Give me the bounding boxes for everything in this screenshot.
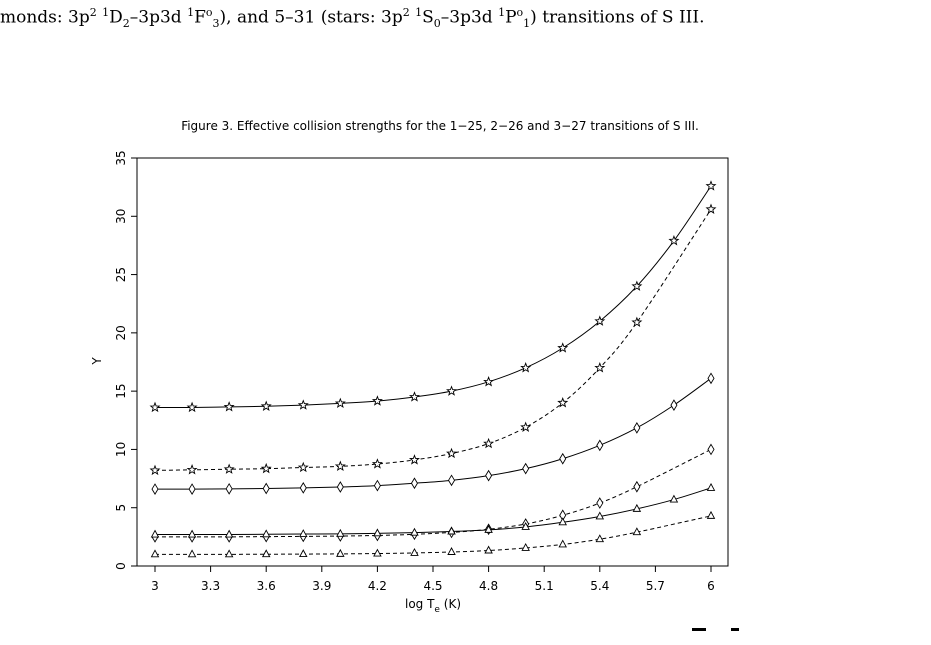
diamond-marker [486,471,492,481]
series-layer [151,181,716,556]
star-marker [151,403,160,411]
diamond-marker [300,483,306,493]
triangle-marker [226,550,233,557]
star-marker [484,377,493,385]
diamond-marker [152,484,158,494]
x-tick-label: 5.4 [590,579,610,593]
y-tick-label: 35 [114,150,128,166]
caption-text: –3p3d [129,7,188,28]
x-tick-label: 5.7 [645,579,665,593]
x-axis [151,566,715,593]
cut-text-mark [731,628,739,631]
star-marker [558,398,567,406]
diamond-marker [708,373,714,383]
star-marker [188,403,197,411]
star-marker [262,402,271,410]
star-marker [521,423,530,431]
caption-text: ), and 5–31 (stars: 3p [219,7,403,28]
diamond-marker [708,444,714,454]
caption-text: S [422,7,434,28]
star-marker [262,464,271,472]
y-axis [114,150,137,569]
triangle-marker [300,530,307,537]
triangle-marker [189,550,196,557]
series-line [155,488,711,535]
star-marker [707,205,716,213]
triangle-marker [411,549,418,556]
triangle-marker [226,531,233,538]
caption-sub: 3 [212,17,220,31]
y-axis-label: Υ [90,357,104,365]
triangle-marker [189,531,196,538]
series-line [155,378,711,489]
diamond-marker [226,484,232,494]
x-tick-label: 4.8 [479,579,499,593]
x-tick-label: 3.9 [312,579,332,593]
x-tick-label: 3.6 [256,579,276,593]
x-tick-label: 3.3 [201,579,221,593]
star-marker [484,439,493,447]
chart-title: Figure 3. Effective collision strengths for the 1−25, 2−26 and 3−27 transitions of S III. [181,119,699,133]
diamond-marker [634,423,640,433]
series-star-solid [151,181,716,411]
y-tick-label: 15 [114,383,128,399]
y-tick-label: 10 [114,441,128,458]
diamond-marker [597,498,603,508]
caption-text: ) transitions of S III. [530,7,705,28]
caption-sup: 1 [102,6,110,19]
caption-sup: 1 [498,6,506,19]
star-marker [447,449,456,457]
y-tick-label: 20 [114,325,128,341]
plot-frame [137,158,728,566]
series-line [155,449,711,536]
star-marker [447,387,456,395]
caption-sup: 2 [402,6,410,19]
star-marker [188,465,197,473]
series-diamond-solid [152,373,714,494]
triangle-marker [152,531,159,538]
star-marker [707,181,716,189]
caption-text: monds: 3p [0,7,90,28]
caption-sup: 1 [187,6,195,19]
caption-sub: 1 [523,17,531,31]
caption-sup: o [205,6,213,19]
diamond-marker [189,484,195,494]
star-marker [225,402,234,410]
star-marker [373,460,382,468]
caption-sub: 0 [433,17,441,31]
triangle-marker [448,548,455,555]
triangle-marker [559,540,566,547]
triangle-marker [300,550,307,557]
y-tick-label: 5 [114,503,128,512]
triangle-marker [708,512,715,518]
diamond-marker [597,440,603,450]
triangle-marker [708,484,715,491]
triangle-marker [374,529,381,536]
diamond-marker [263,483,269,493]
x-tick-label: 3 [151,579,159,593]
series-triangle-solid [152,484,715,537]
star-marker [299,463,308,471]
caption-sup: 2 [89,6,97,19]
series-line [155,186,711,408]
diamond-marker [449,475,455,485]
diamond-marker [374,481,380,491]
x-tick-label: 4.2 [367,579,387,593]
triangle-marker [152,550,159,557]
series-star-dashed [151,205,716,474]
cut-text-fragment [0,628,931,645]
caption-text: –3p3d [440,7,499,28]
triangle-marker [374,550,381,557]
y-tick-label: 25 [114,266,128,283]
star-marker [633,318,642,326]
diamond-marker [337,482,343,492]
y-tick-label: 0 [114,562,128,570]
x-axis-label: $\log T_e$ (K) [404,597,462,615]
star-marker [336,399,345,407]
y-tick-label: 30 [114,208,128,224]
series-line [155,209,711,470]
caption-sub: 2 [122,17,130,31]
star-marker [299,401,308,409]
x-tick-label: 6 [707,579,715,593]
triangle-marker [485,546,492,553]
triangle-marker [337,530,344,537]
diamond-marker [560,454,566,464]
diamond-marker [634,482,640,492]
triangle-marker [522,544,529,551]
caption-bottom-fragment [0,628,931,645]
triangle-marker [411,529,418,536]
caption-text: P [505,7,517,28]
diamond-marker [671,400,677,410]
triangle-marker [596,535,603,542]
caption-text: D [109,7,123,28]
caption-text: F [194,7,206,28]
series-diamond-dashed [152,444,714,541]
star-marker [151,466,160,474]
caption-sup: 1 [415,6,423,19]
triangle-marker [263,530,270,537]
caption-sup: o [516,6,524,19]
x-tick-label: 5.1 [534,579,554,593]
star-marker [410,455,419,463]
cut-text-mark [692,628,706,631]
star-marker [410,392,419,400]
series-line [155,516,711,554]
triangle-marker [263,550,270,557]
diamond-marker [411,478,417,488]
star-marker [225,465,234,473]
triangle-marker [337,550,344,557]
x-tick-label: 4.5 [423,579,443,593]
star-marker [336,462,345,470]
star-marker [521,363,530,371]
diamond-marker [523,464,529,474]
star-marker [373,397,382,405]
